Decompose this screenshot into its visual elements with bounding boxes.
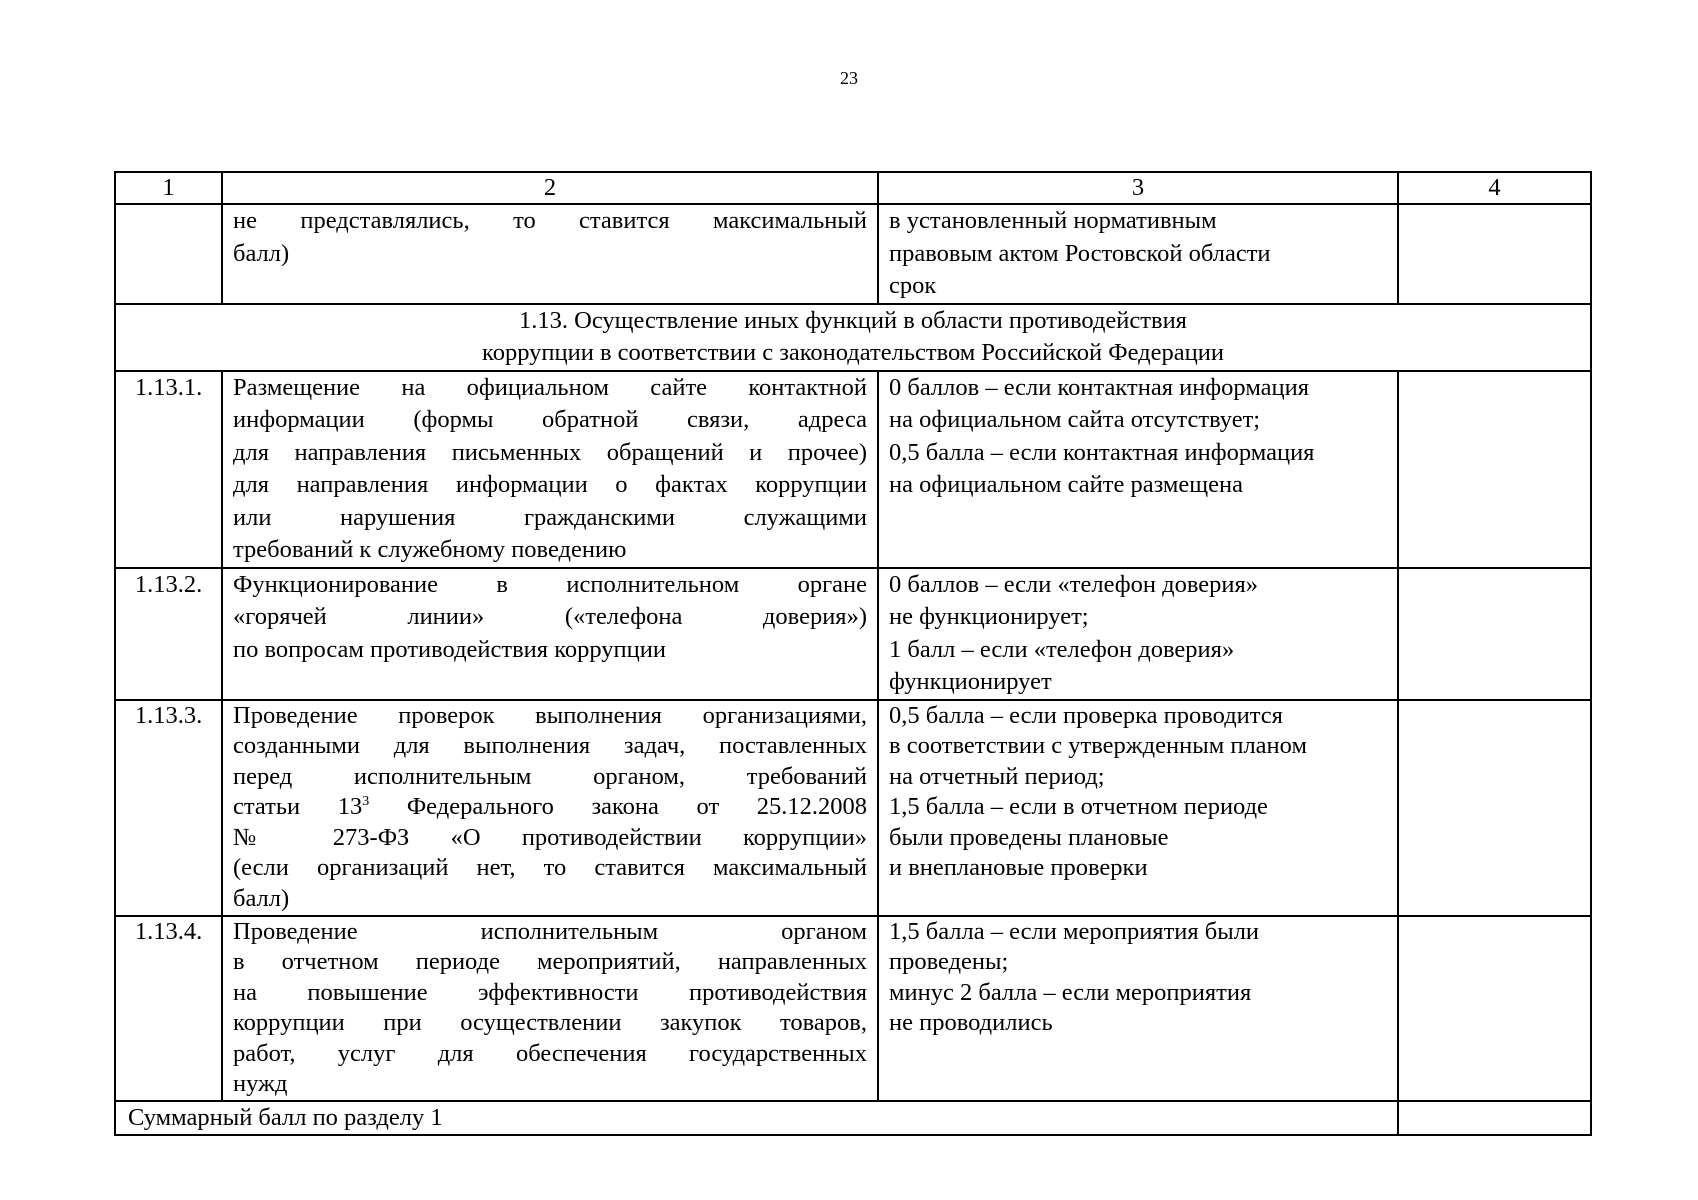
- score-cell: [878, 204, 1398, 304]
- criterion-cell: [222, 700, 878, 916]
- criterion-line: (если организаций нет, то ставится максимальный: [233, 854, 867, 881]
- score-line: 0,5 балла – если проверка проводится: [889, 701, 1283, 729]
- section-title-line: коррупции в соответствии с законодательством Российской Федерации: [482, 339, 1224, 366]
- article-ref: статьи 13: [233, 793, 363, 820]
- criterion-line: Проведение проверок выполнения организациями,: [233, 701, 867, 729]
- section-title-line: 1.13. Осуществление иных функций в области противодействия: [519, 306, 1187, 334]
- row-number-cell: 1.13.1.: [115, 371, 222, 568]
- criterion-line: нужд: [233, 1070, 288, 1097]
- criterion-line: на повышение эффективности противодействия: [233, 978, 867, 1006]
- criterion-cell: [222, 568, 878, 700]
- score-cell: [878, 371, 1398, 568]
- criterion-line: коррупции при осуществлении закупок товаров,: [233, 1009, 867, 1036]
- criterion-cell: [222, 916, 878, 1101]
- criterion-line: балл): [233, 884, 290, 912]
- page-number: 23: [840, 68, 858, 88]
- criterion-line: Размещение на официальном сайте контактной: [233, 373, 867, 401]
- criterion-line: для направления письменных обращений и прочее): [233, 438, 867, 466]
- score-line: проведены;: [889, 948, 1009, 975]
- criteria-table: [114, 171, 1592, 1136]
- section-title: [115, 304, 1591, 371]
- score-line: 1 балл – если «телефон доверия»: [889, 635, 1235, 663]
- criterion-line: перед исполнительным органом, требований: [233, 762, 867, 790]
- criterion-line: [233, 792, 867, 823]
- value-cell: [1398, 700, 1591, 916]
- score-line: 0,5 балла – если контактная информация: [889, 438, 1315, 466]
- criterion-line: или нарушения гражданскими служащими: [233, 503, 867, 531]
- section-heading-row: [115, 304, 1591, 371]
- total-label: Суммарный балл по разделу 1: [115, 1101, 1398, 1136]
- score-line: не функционирует;: [889, 603, 1089, 630]
- score-line: 0 баллов – если контактная информация: [889, 373, 1310, 401]
- criterion-line: балл): [233, 239, 290, 267]
- score-line: на официальном сайта отсутствует;: [889, 406, 1261, 433]
- criterion-line: по вопросам противодействия коррупции: [233, 635, 666, 663]
- law-ref: Федерального закона от 25.12.2008: [406, 793, 867, 820]
- score-line: в соответствии с утвержденным планом: [889, 732, 1307, 759]
- row-number-cell: 1.13.3.: [115, 700, 222, 916]
- value-cell: [1398, 204, 1591, 304]
- criterion-line: требований к служебному поведению: [233, 536, 627, 563]
- score-line: и внеплановые проверки: [889, 854, 1148, 881]
- criterion-line: работ, услуг для обеспечения государственных: [233, 1039, 867, 1067]
- score-line: были проведены плановые: [889, 823, 1169, 851]
- score-cell: [878, 916, 1398, 1101]
- score-line: 0 баллов – если «телефон доверия»: [889, 570, 1259, 598]
- row-number-cell: 1.13.4.: [115, 916, 222, 1101]
- table-row: [115, 568, 1591, 700]
- score-line: 1,5 балла – если мероприятия были: [889, 917, 1260, 945]
- criterion-line: информации (формы обратной связи, адреса: [233, 406, 867, 433]
- score-cell: [878, 568, 1398, 700]
- score-line: правовым актом Ростовской области: [889, 239, 1271, 267]
- criterion-line: Проведение исполнительным органом: [233, 917, 867, 945]
- criterion-line: № 273-ФЗ «О противодействии коррупции»: [233, 823, 867, 851]
- table-row: [115, 916, 1591, 1101]
- score-cell: [878, 700, 1398, 916]
- column-number-1: 1: [115, 172, 222, 204]
- value-cell: [1398, 568, 1591, 700]
- column-number-3: 3: [878, 172, 1398, 204]
- score-line: в установленный нормативным: [889, 207, 1217, 234]
- score-line: срок: [889, 272, 937, 299]
- score-line: не проводились: [889, 1009, 1053, 1036]
- score-line: 1,5 балла – если в отчетном периоде: [889, 793, 1268, 820]
- score-line: минус 2 балла – если мероприятия: [889, 978, 1252, 1006]
- value-cell: [1398, 916, 1591, 1101]
- total-row: [115, 1101, 1591, 1136]
- criterion-line: не представлялись, то ставится максимальный: [233, 207, 867, 234]
- criterion-line: созданными для выполнения задач, поставленных: [233, 732, 867, 759]
- column-number-4: 4: [1398, 172, 1591, 204]
- row-number-cell: 1.13.2.: [115, 568, 222, 700]
- criterion-line: в отчетном периоде мероприятий, направленных: [233, 948, 867, 975]
- criterion-line: «горячей линии» («телефона доверия»): [233, 603, 867, 630]
- score-line: на официальном сайте размещена: [889, 471, 1244, 498]
- article-superscript: 3: [362, 793, 370, 809]
- criterion-cell: [222, 371, 878, 568]
- criterion-line: для направления информации о фактах коррупции: [233, 471, 867, 498]
- row-number-cell: [115, 204, 222, 304]
- column-number-2: 2: [222, 172, 878, 204]
- criterion-line: Функционирование в исполнительном органе: [233, 570, 867, 598]
- table-row: [115, 371, 1591, 568]
- score-line: функционирует: [889, 668, 1052, 695]
- value-cell: [1398, 371, 1591, 568]
- score-line: на отчетный период;: [889, 762, 1105, 790]
- criterion-cell: [222, 204, 878, 304]
- total-value-cell: [1398, 1101, 1591, 1136]
- table-row: [115, 700, 1591, 916]
- table-row-continued: [115, 204, 1591, 304]
- table-header-row: [115, 172, 1591, 204]
